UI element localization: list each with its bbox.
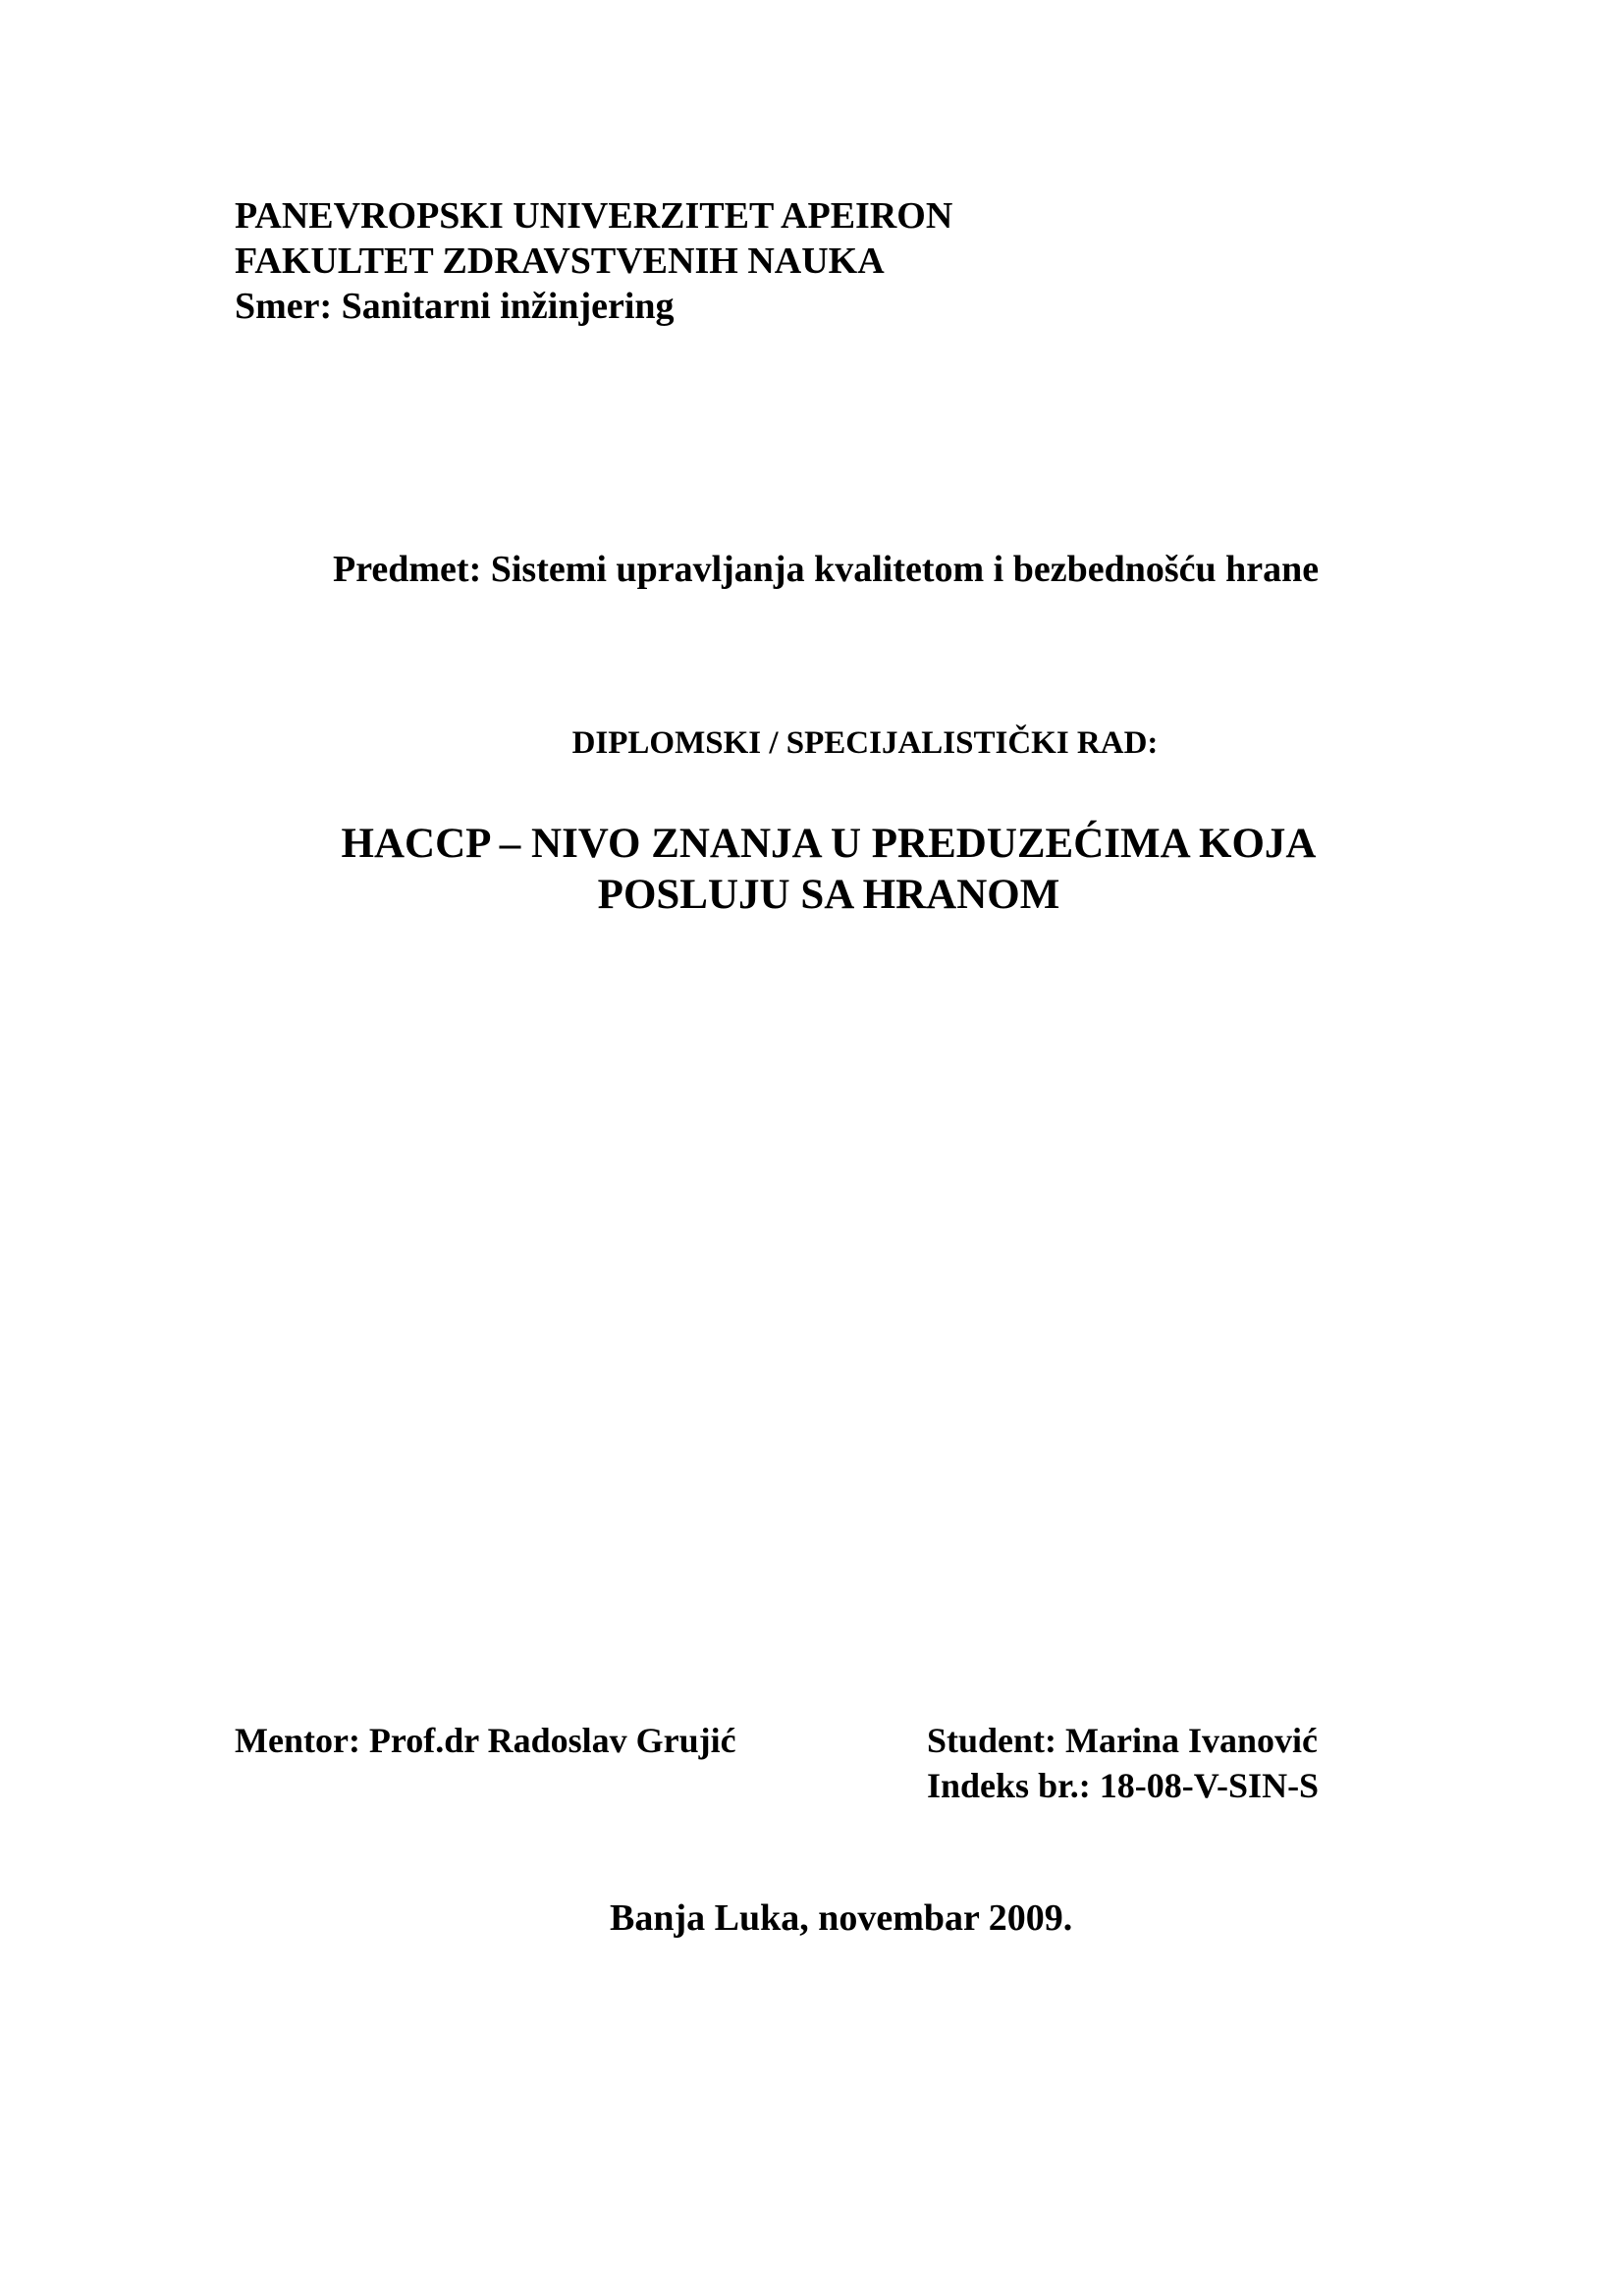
- university-name: PANEVROPSKI UNIVERZITET APEIRON: [235, 195, 953, 237]
- faculty-name: FAKULTET ZDRAVSTVENIH NAUKA: [235, 240, 885, 282]
- thesis-type: [0, 723, 1624, 763]
- thesis-title-line-2: POSLUJU SA HRANOM: [597, 872, 1060, 918]
- thesis-title-line-1: HACCP – NIVO ZNANJA U PREDUZEĆIMA KOJA: [341, 821, 1317, 867]
- place-and-date: Banja Luka, novembar 2009.: [610, 1897, 1073, 1939]
- student-index: Indeks br.: 18-08-V-SIN-S: [927, 1766, 1320, 1805]
- mentor-info: Mentor: Prof.dr Radoslav Grujić: [235, 1721, 736, 1760]
- student-name: Student: Marina Ivanović: [927, 1721, 1319, 1760]
- study-program: Smer: Sanitarni inžinjering: [235, 286, 675, 327]
- student-info: [927, 1718, 1319, 1808]
- thesis-type-label: DIPLOMSKI / SPECIJALISTIČKI RAD:: [571, 725, 1159, 761]
- subject-line: Predmet: Sistemi upravljanja kvalitetom i bezbednošću hrane: [333, 549, 1320, 590]
- thesis-title: [235, 819, 1423, 921]
- institution-header: [235, 193, 952, 329]
